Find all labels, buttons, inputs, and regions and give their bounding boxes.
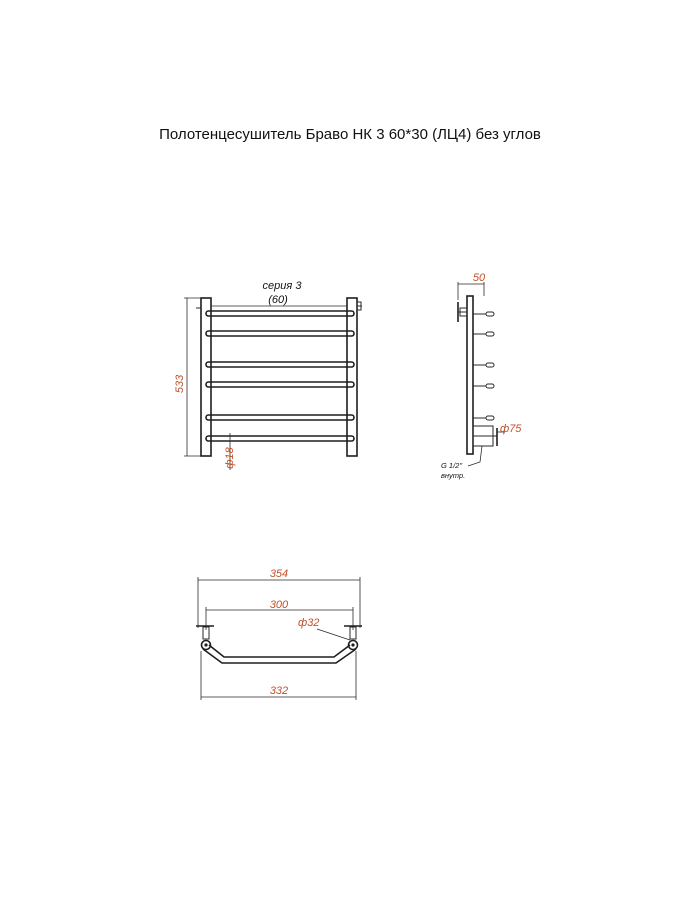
rung-end <box>486 416 494 420</box>
top-view <box>196 568 362 700</box>
rung-dia: ф18 <box>224 447 236 469</box>
right-post <box>347 298 357 456</box>
rungs <box>206 311 354 441</box>
thread-leader <box>468 446 482 466</box>
left-post <box>201 298 211 456</box>
rung <box>206 311 354 316</box>
left-end-dot <box>204 643 207 646</box>
rung <box>206 382 354 387</box>
front-view <box>174 280 362 470</box>
series-width: (60) <box>268 294 288 306</box>
page-title: Полотенцесушитель Браво НК 3 60*30 (ЛЦ4) без углов <box>159 126 541 143</box>
rung-end <box>486 312 494 316</box>
tube-dia-leader <box>317 629 350 640</box>
tube-dia: ф32 <box>298 617 320 629</box>
thread-note: внутр. <box>441 471 466 480</box>
outer-dim: 354 <box>269 568 289 580</box>
flange-dia: ф75 <box>500 423 522 435</box>
rung <box>206 415 354 420</box>
rung <box>206 362 354 367</box>
side-view <box>441 272 522 480</box>
inner-dim: 300 <box>269 599 289 611</box>
rung <box>206 436 354 441</box>
bottom-dim: 332 <box>269 685 289 697</box>
rung-end <box>486 384 494 388</box>
tube-outer <box>203 649 356 663</box>
rung-end <box>486 363 494 367</box>
rung <box>206 331 354 336</box>
rung-end <box>486 332 494 336</box>
side-post <box>467 296 473 454</box>
thread-label: G 1/2" <box>441 461 463 470</box>
tube-inner <box>209 645 350 657</box>
right-end-dot <box>351 643 354 646</box>
height-dim: 533 <box>174 374 186 394</box>
series-label: серия 3 <box>262 280 302 292</box>
depth-dim: 50 <box>472 272 486 284</box>
